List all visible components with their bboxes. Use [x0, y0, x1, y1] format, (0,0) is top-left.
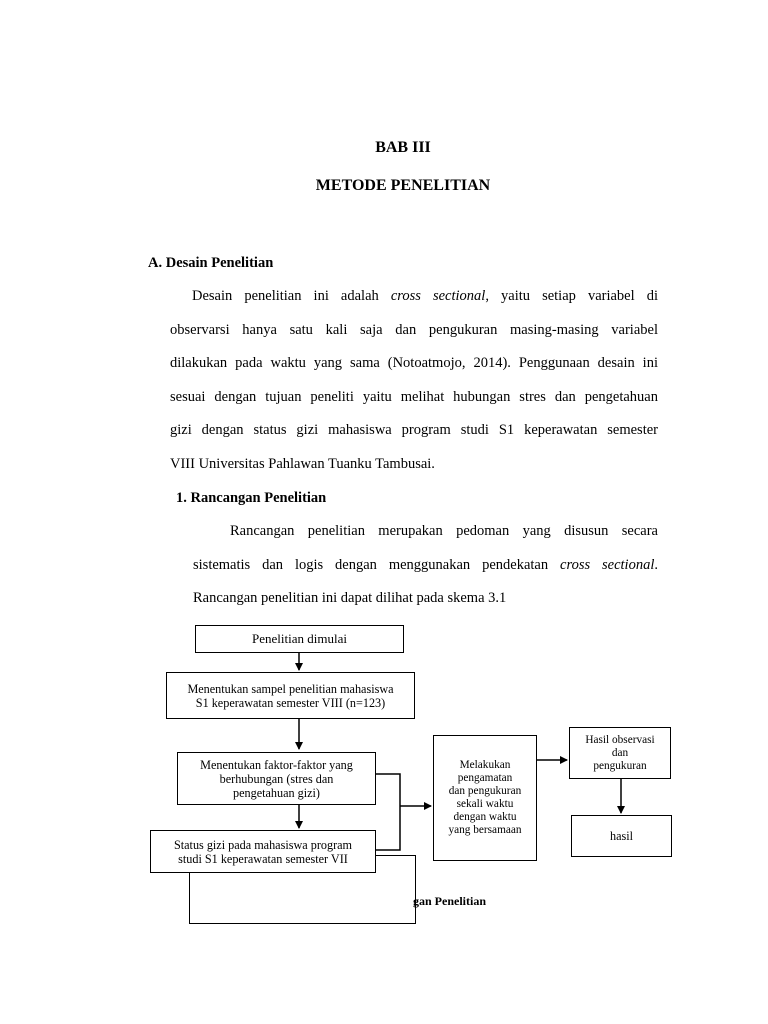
para-a-line-1: Desain penelitian ini adalah cross sectional, yaitu setiap variabel di	[192, 288, 658, 304]
para-a-line-5: gizi dengan status gizi mahasiswa program studi S1 keperawatan semester	[170, 422, 658, 438]
box-status-gizi: Status gizi pada mahasiswa program studi S1 keperawatan semester VII	[150, 830, 376, 873]
para-1-line-3: Rancangan penelitian ini dapat dilihat pada skema 3.1	[193, 590, 507, 606]
box-faktor-faktor: Menentukan faktor-faktor yang berhubungan (stres dan pengetahuan gizi)	[177, 752, 376, 805]
box-hasil-observasi: Hasil observasi dan pengukuran	[569, 727, 671, 779]
diagram-caption-fragment: gan Penelitian	[413, 894, 487, 908]
para-a-line-4: sesuai dengan tujuan peneliti yaitu melihat hubungan stres dan pengetahuan	[170, 388, 658, 405]
para-a-line-6: VIII Universitas Pahlawan Tuanku Tambusai.	[170, 455, 435, 472]
chapter-number: BAB III	[375, 139, 431, 156]
box-penelitian-dimulai: Penelitian dimulai	[195, 625, 404, 653]
para-1-line-2: sistematis dan logis dengan menggunakan pendekatan cross sectional.	[193, 556, 658, 573]
box-menentukan-sampel: Menentukan sampel penelitian mahasiswa S1 keperawatan semester VIII (n=123)	[166, 672, 415, 719]
bracket-connector	[376, 774, 400, 850]
para-a-line-2: observarsi hanya satu kali saja dan pengukuran masing-masing variabel	[170, 321, 658, 338]
box-melakukan-pengamatan: Melakukan pengamatan dan pengukuran sekali waktu dengan waktu yang bersamaan	[433, 735, 537, 861]
para-1-line-1: Rancangan penelitian merupakan pedoman yang disusun secara	[230, 523, 658, 539]
para-a-line-3: dilakukan pada waktu yang sama (Notoatmojo, 2014). Penggunaan desain ini	[170, 355, 658, 371]
subsection-1-title: 1. Rancangan Penelitian	[176, 490, 327, 506]
box-hasil: hasil	[571, 815, 672, 857]
chapter-title: METODE PENELITIAN	[315, 177, 491, 194]
section-a-title: A. Desain Penelitian	[148, 255, 274, 271]
